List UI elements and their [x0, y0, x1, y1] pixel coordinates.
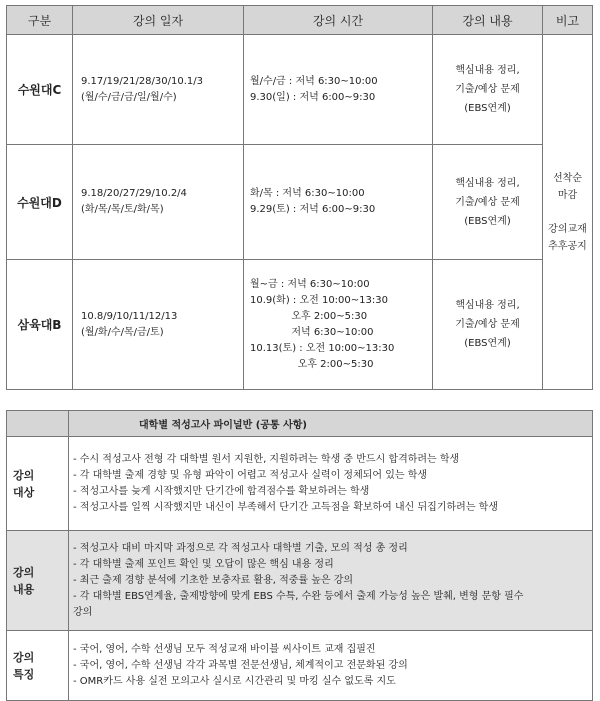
table-row [7, 145, 593, 260]
class-content: 핵심내용 정리, 기출/예상 문제 (EBS연계) [433, 35, 543, 145]
class-times: 월~금 : 저녁 6:30~10:00 10.9(화) : 오전 10:00~13:30 오후 2:00~5:30 저녁 6:30~10:00 10.13(토) : 오전 10:00~13:30 오후 2:00~5:30 [244, 260, 433, 390]
info-row-target [7, 437, 593, 531]
class-name: 삼육대B [7, 260, 73, 390]
class-dates: 10.8/9/10/11/12/13 (월/화/수/목/금/토) [73, 260, 244, 390]
info-row-content [7, 531, 593, 631]
list-item: - 각 대학별 EBS연계율, 출제방향에 맞게 EBS 수특, 수완 등에서 출제 가능성 높은 발췌, 변형 문항 필수 [73, 590, 524, 602]
class-times: 월/수/금 : 저녁 6:30~10:00 9.30(일) : 저녁 6:00~9:30 [244, 35, 433, 145]
section-label: 강의 특징 [7, 631, 69, 701]
list-item: - 수시 적성고사 전형 각 대학별 원서 지원한, 지원하려는 학생 중 반드시 합격하려는 학생 [73, 453, 460, 465]
list-item: - 각 대학별 출제 포인트 확인 및 오답이 많은 핵심 내용 정리 [73, 558, 334, 570]
schedule-header-row [7, 6, 593, 35]
header-times: 강의 시간 [244, 6, 433, 35]
table-row [7, 35, 593, 145]
section-items [69, 437, 593, 531]
list-item: - OMR카드 사용 실전 모의고사 실시로 시간관리 및 마킹 실수 없도록 지도 [73, 675, 396, 687]
list-item: - 각 대학별 출제 경향 및 유형 파악이 어렵고 적성고사 실력이 정체되어 있는 학생 [73, 469, 428, 481]
info-row-features [7, 631, 593, 701]
class-name: 수원대D [7, 145, 73, 260]
class-dates: 9.18/20/27/29/10.2/4 (화/목/목/토/화/목) [73, 145, 244, 260]
list-item: - 국어, 영어, 수학 선생님 모두 적성교재 바이블 씨사이트 교재 집필진 [73, 643, 376, 655]
header-content: 강의 내용 [433, 6, 543, 35]
info-header-blank [7, 411, 69, 437]
info-title: 대학별 적성고사 파이널반 (공통 사항) [69, 411, 593, 437]
schedule-table [6, 5, 593, 390]
class-content: 핵심내용 정리, 기출/예상 문제 (EBS연계) [433, 145, 543, 260]
header-remark: 비고 [543, 6, 593, 35]
list-item: 강의 [73, 606, 93, 618]
list-item: - 최근 출제 경향 분석에 기초한 보충자료 활용, 적중률 높은 강의 [73, 574, 354, 586]
list-item: - 적성고사를 늦게 시작했지만 단기간에 합격점수를 확보하려는 학생 [73, 485, 370, 497]
header-dates: 강의 일자 [73, 6, 244, 35]
section-label: 강의 내용 [7, 531, 69, 631]
class-times: 화/목 : 저녁 6:30~10:00 9.29(토) : 저녁 6:00~9:30 [244, 145, 433, 260]
list-item: - 적성고사 대비 마지막 과정으로 각 적성고사 대학별 기출, 모의 적성 총 정리 [73, 542, 408, 554]
section-items [69, 631, 593, 701]
table-row [7, 260, 593, 390]
class-content: 핵심내용 정리, 기출/예상 문제 (EBS연계) [433, 260, 543, 390]
class-name: 수원대C [7, 35, 73, 145]
list-item: - 적성고사를 일찍 시작했지만 내신이 부족해서 단기간 고득점을 확보하여 내신 뒤집기하려는 학생 [73, 501, 498, 513]
header-category: 구분 [7, 6, 73, 35]
common-info-table [6, 410, 593, 701]
info-header-row [7, 411, 593, 437]
remark-cell: 선착순 마감 강의교재 추후공지 [543, 35, 593, 390]
class-dates: 9.17/19/21/28/30/10.1/3 (월/수/금/금/일/월/수) [73, 35, 244, 145]
section-items [69, 531, 593, 631]
list-item: - 국어, 영어, 수학 선생님 각각 과목별 전문선생님, 체계적이고 전문화된 강의 [73, 659, 408, 671]
section-label: 강의 대상 [7, 437, 69, 531]
